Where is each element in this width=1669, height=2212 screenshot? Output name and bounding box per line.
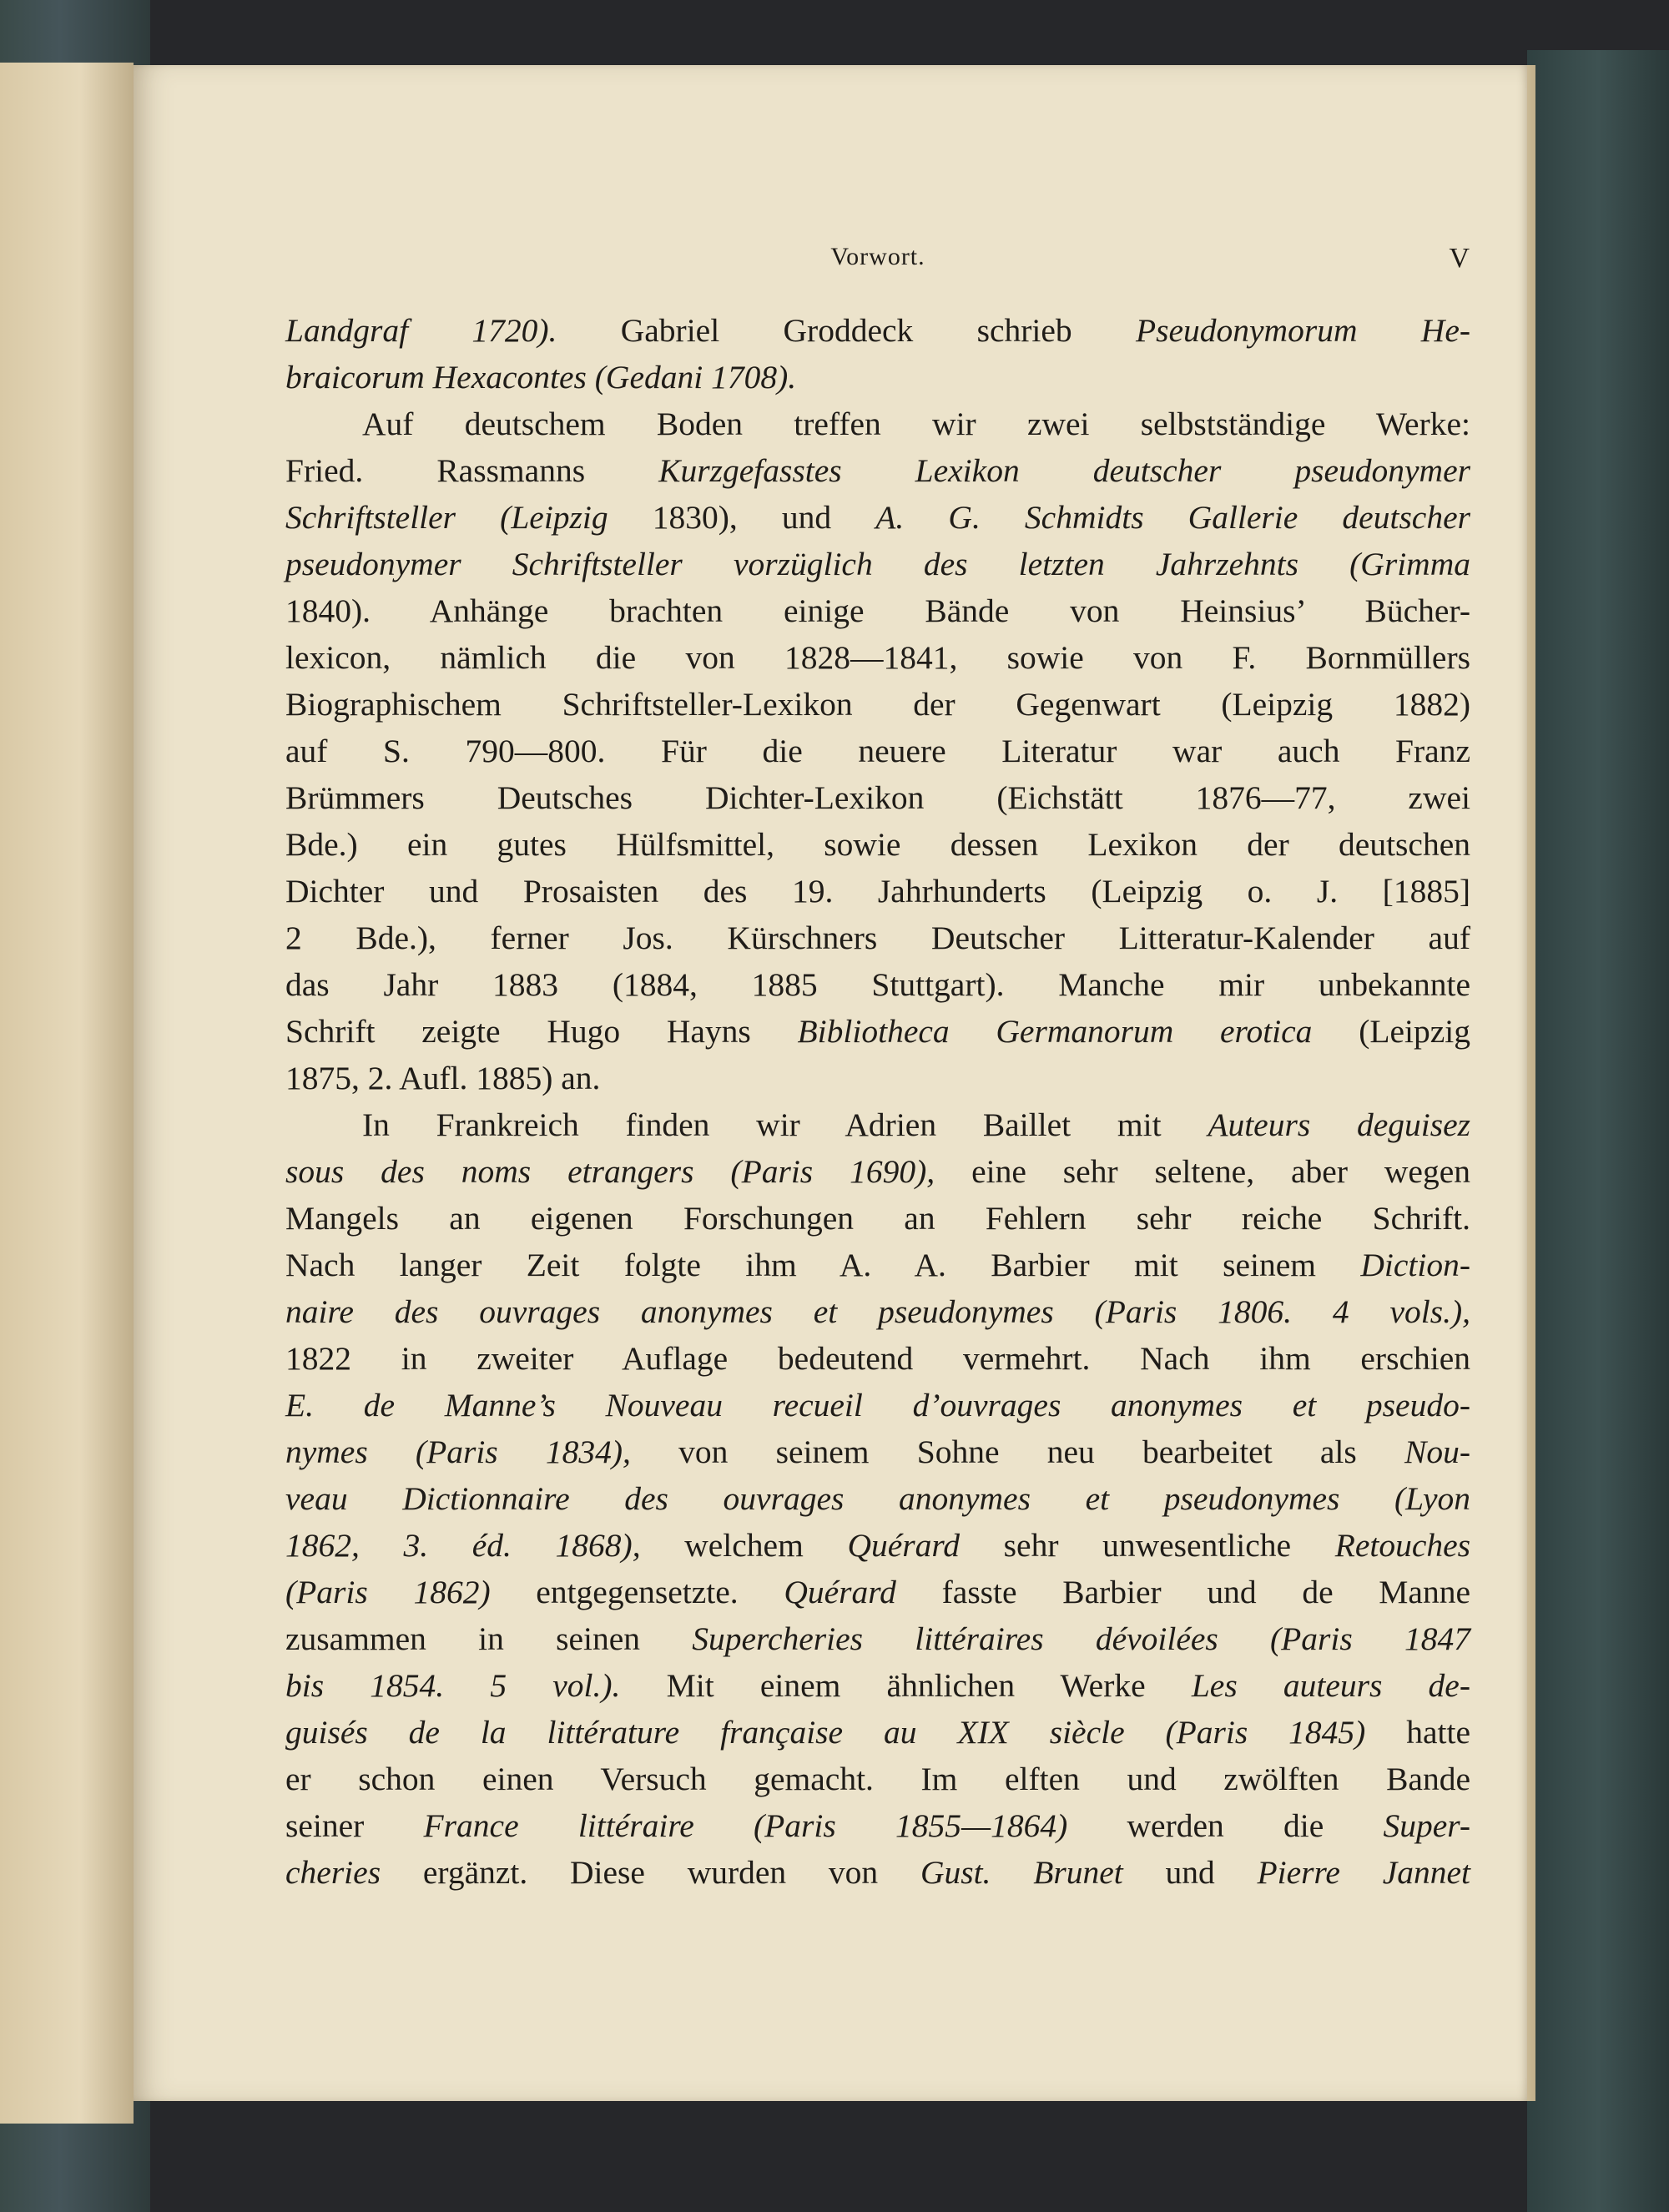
text-line — [285, 681, 1470, 728]
italic-text: A. G. Schmidts Gallerie deutscher — [875, 499, 1470, 536]
text-segment: das Jahr 1883 (1884, 1885 Stuttgart). Manche mir unbekannte — [285, 966, 1470, 1003]
text-line — [285, 1475, 1470, 1522]
text-line — [285, 915, 1470, 961]
text-segment: In Frankreich finden wir Adrien Baillet mit — [362, 1106, 1208, 1143]
text-line — [285, 1148, 1470, 1195]
text-line — [285, 1709, 1470, 1756]
text-line — [285, 1615, 1470, 1662]
text-segment: auf S. 790—800. Für die neuere Literatur war auch Franz — [285, 733, 1470, 769]
italic-text: Kurzgefasstes Lexikon deutscher pseudonymer — [658, 452, 1470, 489]
text-segment: ergänzt. Diese wurden von — [381, 1854, 920, 1891]
italic-text: (Paris 1862) — [285, 1574, 491, 1610]
text-segment: Brümmers Deutsches Dichter-Lexikon (Eichstätt 1876—77, zwei — [285, 779, 1470, 816]
italic-text: cheries — [285, 1854, 381, 1891]
italic-text: bis 1854. 5 vol.). — [285, 1667, 621, 1704]
text-segment: 2 Bde.), ferner Jos. Kürschners Deutscher Litteratur-Kalender auf — [285, 920, 1470, 956]
text-line — [285, 634, 1470, 681]
italic-text: braicorum Hexacontes (Gedani 1708). — [285, 359, 797, 396]
text-line — [285, 1008, 1470, 1055]
italic-text: Quérard — [847, 1527, 961, 1564]
text-line — [285, 494, 1470, 541]
text-segment: seiner — [285, 1807, 424, 1844]
text-segment: 1875, 2. Aufl. 1885) an. — [285, 1060, 601, 1096]
italic-text: Les auteurs de- — [1191, 1667, 1470, 1704]
text-line — [285, 1195, 1470, 1242]
text-line — [285, 868, 1470, 915]
text-line — [285, 1101, 1470, 1148]
text-line — [285, 1849, 1470, 1896]
italic-text: veau Dictionnaire des ouvrages anonymes et pseudonymes (Lyon — [285, 1480, 1470, 1517]
text-segment: Mit einem ähnlichen Werke — [620, 1667, 1192, 1704]
book-page — [134, 65, 1527, 2101]
text-line — [285, 1756, 1470, 1802]
text-segment: 1822 in zweiter Auflage bedeutend vermehrt. Nach ihm erschien — [285, 1340, 1470, 1377]
text-line — [285, 1382, 1470, 1428]
text-segment: welchem — [640, 1527, 848, 1564]
running-head-title: Vorwort. — [830, 243, 925, 270]
text-line — [285, 728, 1470, 774]
text-segment: Mangels an eigenen Forschungen an Fehlern sehr reiche Schrift. — [285, 1200, 1470, 1237]
facing-page-edge — [0, 63, 134, 2124]
text-line — [285, 1522, 1470, 1569]
italic-text: Super- — [1383, 1807, 1470, 1844]
text-line — [285, 541, 1470, 587]
text-line — [285, 1242, 1470, 1288]
text-segment: von seinem Sohne neu bearbeitet als — [630, 1434, 1404, 1470]
running-head — [285, 243, 1470, 285]
text-segment: er schon einen Versuch gemacht. Im elften und zwölften Bande — [285, 1761, 1470, 1797]
text-segment: Biographischem Schriftsteller-Lexikon der Gegenwart (Leipzig 1882) — [285, 686, 1470, 723]
italic-text: Schriftsteller (Leipzig — [285, 499, 608, 536]
text-line — [285, 1662, 1470, 1709]
text-segment: sehr unwesentliche — [960, 1527, 1335, 1564]
italic-text: Supercheries littéraires dévoilées (Paris 1847 — [692, 1620, 1470, 1657]
text-line — [285, 1335, 1470, 1382]
text-line — [285, 401, 1470, 447]
italic-text: naire des ouvrages anonymes et pseudonymes (Paris 1806. 4 vols.), — [285, 1293, 1470, 1330]
body-text — [285, 307, 1470, 1896]
text-segment: Auf deutschem Boden treffen wir zwei selbstständige Werke: — [362, 406, 1470, 442]
text-line — [285, 1428, 1470, 1475]
text-segment: Gabriel Groddeck schrieb — [557, 312, 1136, 349]
text-line — [285, 354, 1470, 401]
text-segment: Nach langer Zeit folgte ihm A. A. Barbier mit seinem — [285, 1247, 1361, 1283]
text-segment: hatte — [1365, 1714, 1470, 1751]
text-segment: lexicon, nämlich die von 1828—1841, sowie von F. Bornmüllers — [285, 639, 1470, 676]
text-line — [285, 1569, 1470, 1615]
italic-text: Pierre Jannet — [1257, 1854, 1470, 1891]
text-segment: eine sehr seltene, aber wegen — [935, 1153, 1470, 1190]
italic-text: guisés de la littérature française au XIX siècle (Paris 1845) — [285, 1714, 1366, 1751]
italic-text: Bibliotheca Germanorum erotica — [797, 1013, 1313, 1050]
text-line — [285, 307, 1470, 354]
italic-text: Retouches — [1334, 1527, 1471, 1564]
text-segment: werden die — [1067, 1807, 1384, 1844]
italic-text: Quérard — [784, 1574, 896, 1610]
text-line — [285, 447, 1470, 494]
text-segment: Dichter und Prosaisten des 19. Jahrhunderts (Leipzig o. J. [1885] — [285, 873, 1470, 909]
text-segment: 1840). Anhänge brachten einige Bände von Heinsius’ Bücher- — [285, 592, 1470, 629]
text-line — [285, 1802, 1470, 1849]
italic-text: Gust. Brunet — [920, 1854, 1123, 1891]
page-number: V — [1449, 243, 1470, 274]
italic-text: Auteurs deguisez — [1208, 1106, 1470, 1143]
italic-text: Landgraf 1720). — [285, 312, 557, 349]
italic-text: sous des noms etrangers (Paris 1690), — [285, 1153, 935, 1190]
text-segment: zusammen in seinen — [285, 1620, 693, 1657]
book-cover-right — [1527, 50, 1669, 2212]
italic-text: pseudonymer Schriftsteller vorzüglich des letzten Jahrzehnts (Grimma — [285, 546, 1470, 582]
text-line — [285, 587, 1470, 634]
text-line — [285, 774, 1470, 821]
text-line — [285, 1055, 1470, 1101]
italic-text: France littéraire (Paris 1855—1864) — [423, 1807, 1068, 1844]
italic-text: Diction- — [1360, 1247, 1470, 1283]
text-segment: und — [1122, 1854, 1258, 1891]
text-segment: entgegensetzte. — [490, 1574, 784, 1610]
italic-text: Pseudonymorum He- — [1135, 312, 1471, 349]
text-segment: fasste Barbier und de Manne — [895, 1574, 1470, 1610]
text-segment: 1830), und — [608, 499, 876, 536]
text-segment: Bde.) ein gutes Hülfsmittel, sowie dessen Lexikon der deutschen — [285, 826, 1470, 863]
text-segment: (Leipzig — [1312, 1013, 1470, 1050]
italic-text: 1862, 3. éd. 1868), — [285, 1527, 641, 1564]
italic-text: E. de Manne’s Nouveau recueil d’ouvrages anonymes et pseudo- — [285, 1387, 1470, 1423]
text-line — [285, 1288, 1470, 1335]
text-line — [285, 961, 1470, 1008]
italic-text: nymes (Paris 1834), — [285, 1434, 631, 1470]
italic-text: Nou- — [1404, 1434, 1470, 1470]
text-line — [285, 821, 1470, 868]
text-segment: Fried. Rassmanns — [285, 452, 659, 489]
text-segment: Schrift zeigte Hugo Hayns — [285, 1013, 798, 1050]
